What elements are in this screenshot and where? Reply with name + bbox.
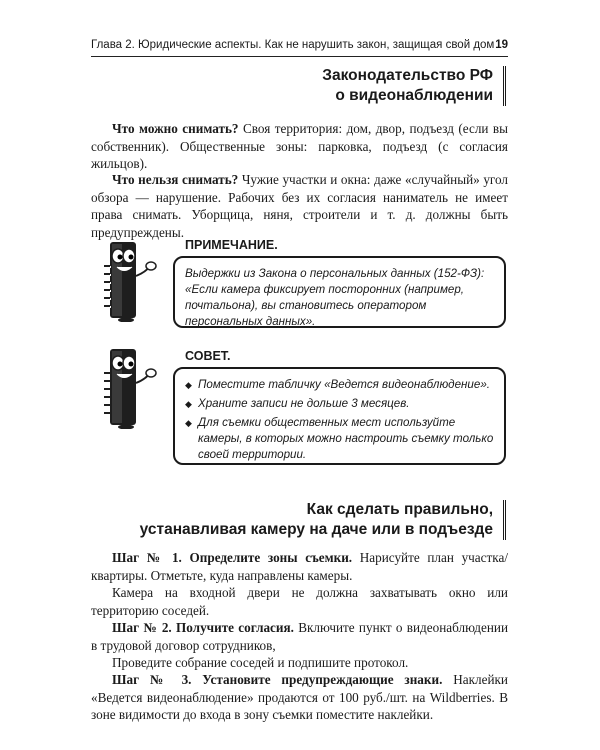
paragraph-forbidden — [91, 171, 508, 241]
step-text: Нарисуйте план участка/квартиры. Отметьте, куда направлены камеры. — [91, 550, 508, 583]
paragraph-lead: Что нельзя снимать? — [112, 172, 239, 187]
note-box — [173, 256, 506, 328]
tip-item — [185, 377, 494, 393]
step-1 — [91, 549, 508, 584]
step-2-extra: Проведите собрание соседей и подпишите протокол. — [112, 655, 409, 670]
section-heading-line: Законодательство РФ — [322, 67, 493, 84]
running-header — [91, 36, 508, 57]
tip-item-text: Для съемки общественных мест используйте камеры, в которых можно настроить съемку только своей территории. — [198, 416, 494, 461]
paragraph-allowed — [91, 120, 508, 173]
step-3 — [91, 671, 508, 724]
tip-list — [185, 377, 494, 463]
section-heading-law — [322, 66, 506, 106]
paragraph-text: Своя территория: дом, двор, подъезд (если вы собственник). Общественные зоны: парковка, подъезд (с согласия жильцов). — [91, 121, 508, 171]
chapter-title: Глава 2. Юридические аспекты. Как не нарушить закон, защищая свой дом — [91, 39, 495, 51]
paragraph-text: Чужие участки и окна: даже «случайный» угол обзора — нарушение. Рабочих без их согласия наниматель не имеет права снимать. Уборщица, няня, строители и т. д. должны быть предупреждены. — [91, 172, 508, 240]
diamond-bullet-icon: ◆ — [185, 418, 192, 428]
page-number: 19 — [495, 39, 508, 51]
step-2 — [91, 619, 508, 654]
note-label: ПРИМЕЧАНИЕ. — [185, 238, 278, 252]
section-heading-line: о видеонаблюдении — [335, 87, 493, 104]
tip-item — [185, 396, 494, 412]
tip-item-text: Поместите табличку «Ведется видеонаблюдение». — [198, 378, 490, 391]
tip-box — [173, 367, 506, 465]
step-lead: Шаг № 3. Установите предупреждающие знаки. — [112, 672, 443, 687]
mascot-character-icon — [96, 343, 158, 429]
section-heading-line: Как сделать правильно, — [306, 501, 493, 518]
diamond-bullet-icon: ◆ — [185, 399, 192, 409]
section-heading-howto — [140, 500, 506, 540]
step-1-extra: Камера на входной двери не должна захватывать окно или территорию соседей. — [91, 585, 508, 618]
step-text: Наклейки «Ведется видеонаблюдение» продаются от 100 руб./шт. на Wildberries. В зоне видимости до входа в зону съемки поместите наклейки. — [91, 672, 508, 722]
tip-label: СОВЕТ. — [185, 349, 231, 363]
step-lead: Шаг № 2. Получите согласия. — [112, 620, 294, 635]
mascot-character-icon — [96, 236, 158, 322]
section-heading-line: устанавливая камеру на даче или в подъезде — [139, 521, 493, 538]
step-lead: Шаг № 1. Определите зоны съемки. — [112, 550, 353, 565]
step-text: Включите пункт о видеонаблюдении в трудовой договор сотрудников, — [91, 620, 509, 653]
diamond-bullet-icon: ◆ — [185, 380, 192, 390]
note-text: Выдержки из Закона о персональных данных (152-ФЗ): «Если камера фиксирует посторонних (например, почтальона), вы становитесь оператором персональных данных». — [185, 267, 485, 328]
paragraph-lead: Что можно снимать? — [112, 121, 239, 136]
tip-item-text: Храните записи не дольше 3 месяцев. — [198, 397, 410, 410]
tip-item — [185, 415, 494, 463]
